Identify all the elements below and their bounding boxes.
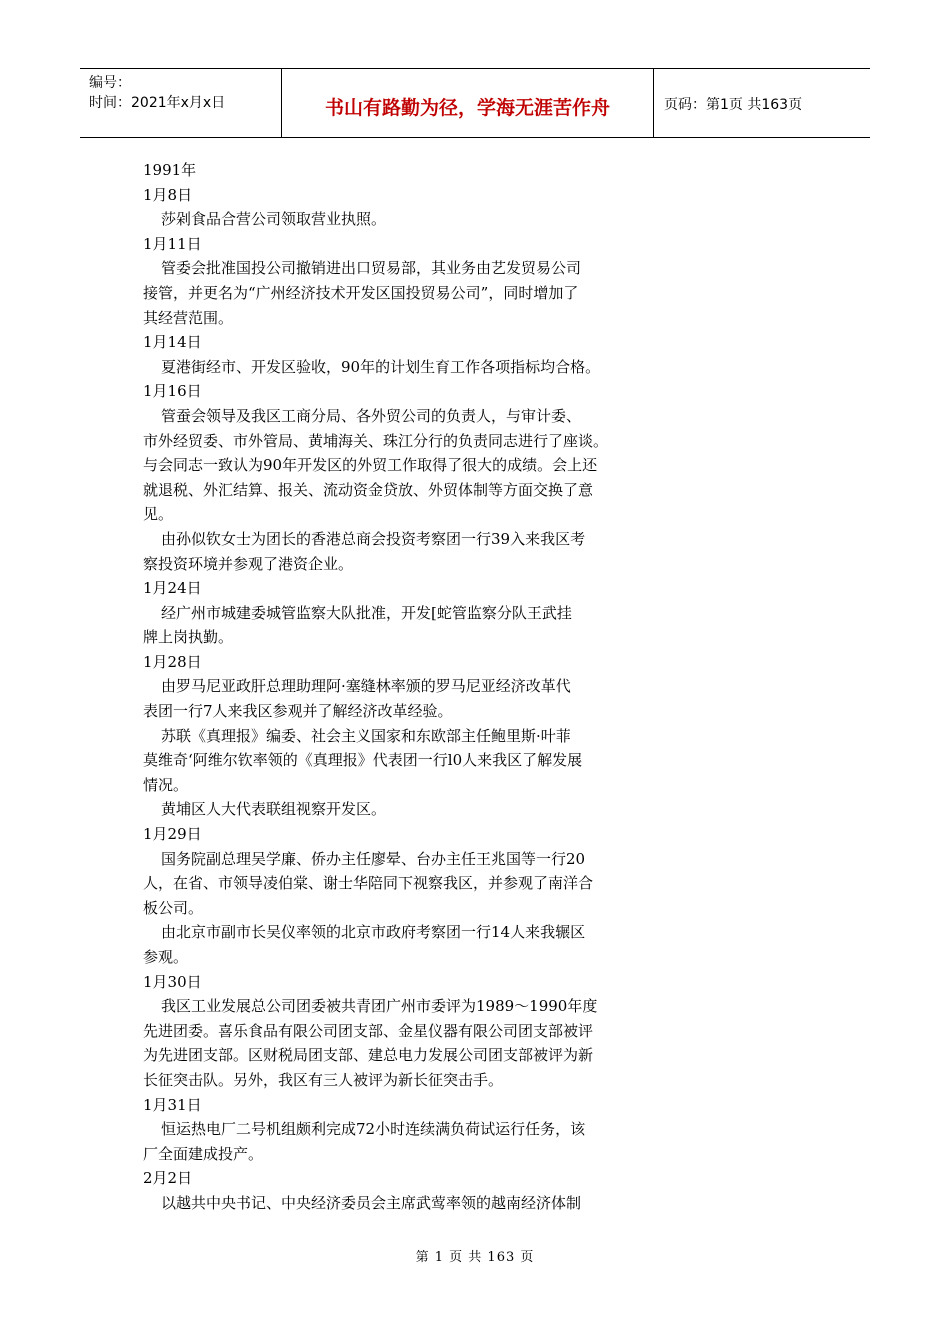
text-line: 2月2日	[143, 1169, 193, 1188]
text-line: 1月30日	[143, 972, 202, 991]
text-line: 市外经贸委、市外管局、黄埔海关、珠江分行的负责同志进行了座谈。	[143, 431, 609, 450]
text-line: 与会同志一致认为90年开发区的外贸工作取得了很大的成绩。会上还	[143, 456, 598, 475]
header-motto-cell	[282, 69, 654, 137]
text-line: 1月24日	[143, 579, 202, 598]
text-line: 莎剁食品合营公司领取营业执照。	[161, 210, 387, 229]
text-line: 接管，并更名为“广州经济技术开发区国投贸易公司”，同时增加了	[143, 283, 579, 302]
header-page-cell	[655, 69, 870, 137]
text-line: 人，在省、市领导凌伯棠、谢士华陪同下视察我区，并参观了南洋合	[143, 874, 594, 893]
text-line: 夏港街经市、开发区验收，90年的计划生育工作各项指标均合格。	[161, 357, 601, 376]
header-meta-cell	[80, 69, 282, 137]
text-line: 1月11日	[143, 234, 202, 253]
text-line: 就退税、外汇结算、报关、流动资金贷放、外贸体制等方面交换了意	[143, 480, 594, 499]
text-line: 管委会批准国投公司撤销进出口贸易部，其业务由艺发贸易公司	[161, 259, 582, 278]
time-label: 时间：2021年x月x日	[89, 95, 226, 111]
text-line: 1月8日	[143, 185, 193, 204]
page-footer: 第 1 页 共 163 页	[415, 1250, 535, 1265]
text-line: 黄埔区人大代表联组视察开发区。	[161, 800, 387, 819]
text-line: 参观。	[143, 948, 189, 966]
text-line: 经广州市城建委城管监察大队批准，开发[蛇管监察分队王武挂	[161, 603, 572, 622]
text-line: 由北京市副市长吴仪率领的北京市政府考察团一行14人来我辗区	[161, 923, 586, 942]
text-line: 先进团委。喜乐食品有限公司团支部、金星仪器有限公司团支部被评	[143, 1021, 594, 1040]
text-line: 察投资环境并参观了港资企业。	[143, 554, 354, 573]
text-line: 由孙似钦女士为团长的香港总商会投资考察团一行39入来我区考	[161, 529, 586, 548]
text-line: 国务院副总理吴学廉、侨办主任廖晕、台办主任王兆国等一行20	[161, 849, 586, 868]
text-line: 见。	[143, 505, 174, 524]
text-line: 情况。	[143, 775, 189, 794]
text-line: 我区工业发展总公司团委被共青团广州市委评为1989～1990年度	[161, 997, 598, 1016]
document-body	[143, 158, 663, 1216]
text-line: 牌上岗执勤。	[143, 628, 234, 647]
motto-text: 书山有路勤为径，学海无涯苦作舟	[324, 97, 610, 119]
text-line: 1月14日	[143, 333, 202, 352]
text-line: 板公司。	[143, 898, 204, 917]
text-line: 恒运热电厂二号机组颇利完成72小时连续满负荷试运行任务，该	[161, 1120, 586, 1139]
page-header	[80, 68, 870, 138]
text-line: 莫维奇‘阿维尔钦率领的《真理报》代表团一行l0人来我区了解发展	[143, 751, 583, 770]
text-line: 厂全面建成投产。	[143, 1144, 264, 1163]
text-line: 由罗马尼亚政肝总理助理阿·塞缝林率颁的罗马尼亚经济改革代	[161, 677, 571, 696]
text-line: 苏联《真理报》编委、社会主义国家和东欧部主任鲍里斯·叶菲	[161, 726, 571, 745]
text-line: 1991年	[143, 161, 197, 179]
text-line: 1月28日	[143, 652, 202, 671]
text-line: 长征突击队。另外，我区有三人被评为新长征突击手。	[143, 1070, 504, 1089]
text-line: 以越共中央书记、中央经济委员会主席武莺率领的越南经济体制	[161, 1193, 582, 1212]
page-info: 页码：第1页 共163页	[664, 97, 803, 113]
number-label: 编号：	[89, 75, 131, 91]
text-line: 1月31日	[143, 1095, 202, 1114]
text-line: 为先进团支部。区财税局团支部、建总电力发展公司团支部被评为新	[143, 1046, 594, 1065]
text-line: 其经营范围。	[143, 308, 234, 327]
text-line: 1月29日	[143, 825, 202, 844]
text-line: 表团一行7人来我区参观并了解经济改革经验。	[143, 702, 453, 721]
text-line: 管蚕会领导及我区工商分局、各外贸公司的负责人，与审计委、	[161, 406, 582, 425]
text-line: 1月16日	[143, 382, 202, 401]
